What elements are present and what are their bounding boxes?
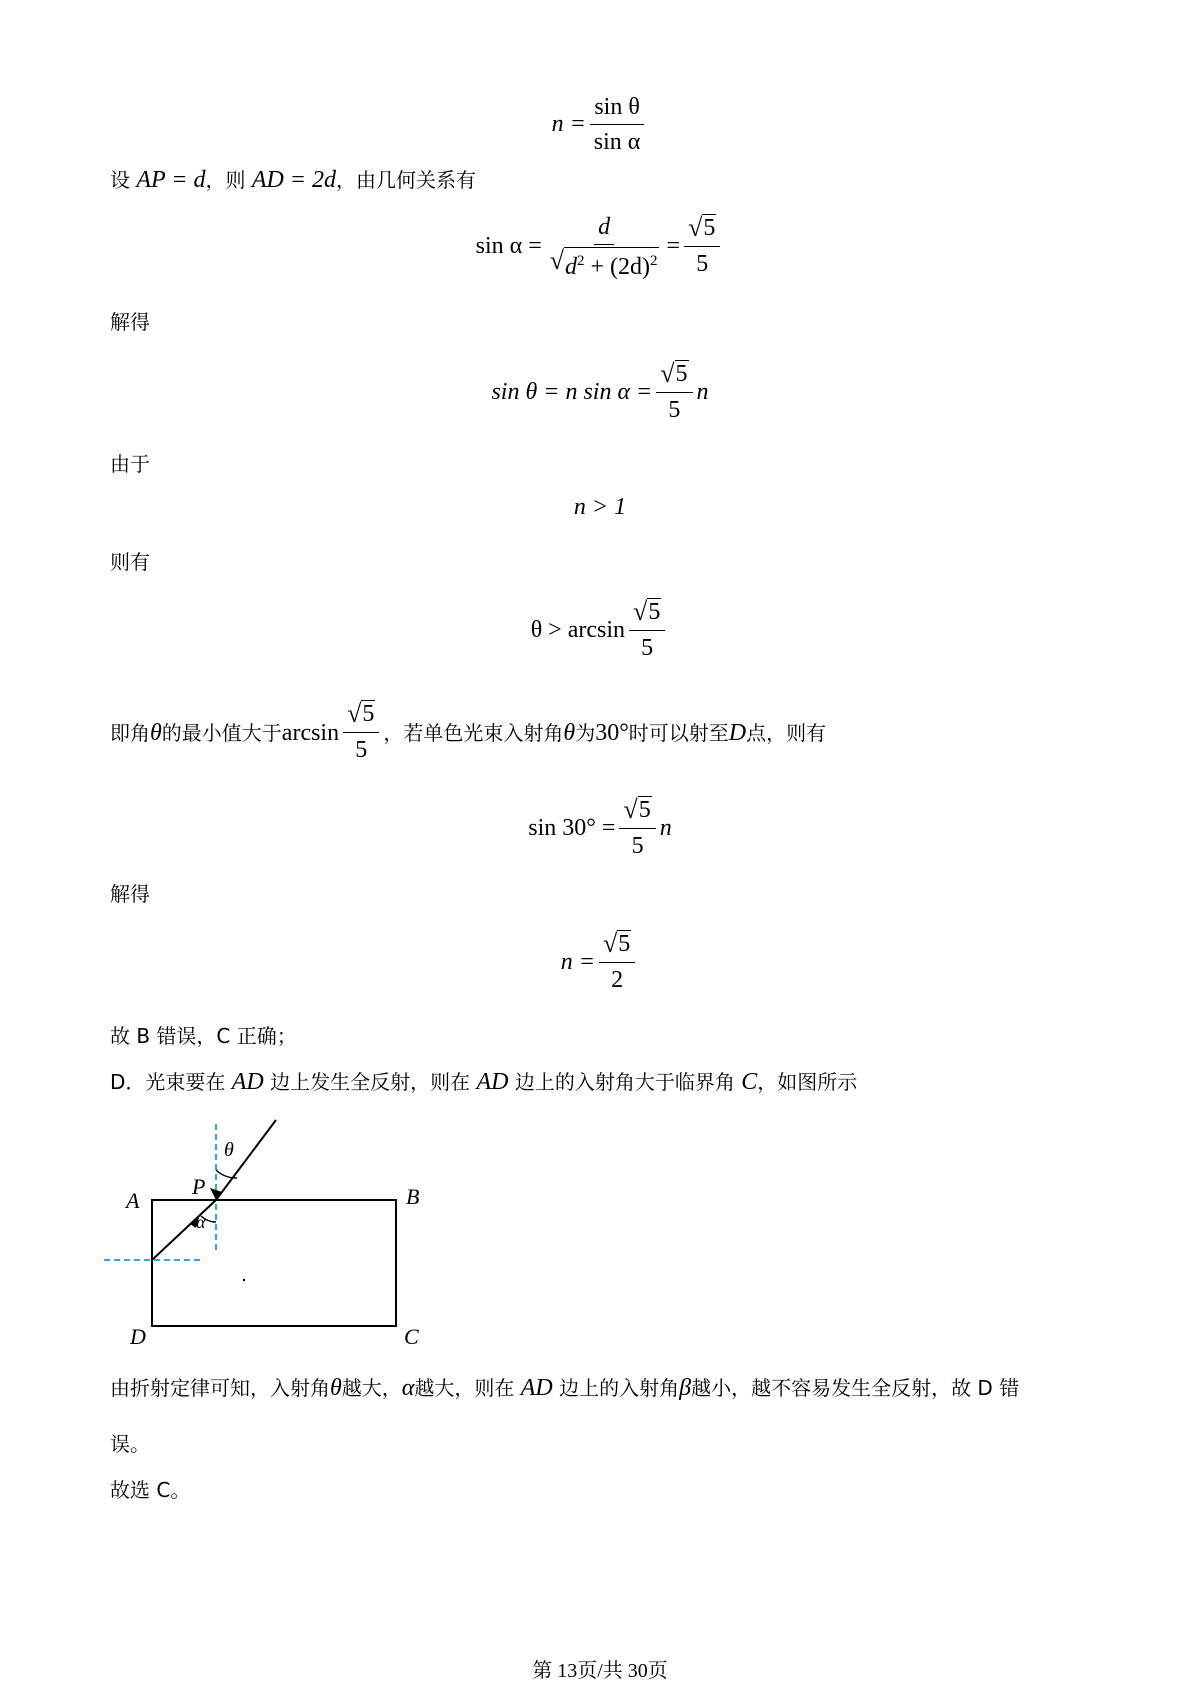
d-p4: ，如图所示 [757, 1070, 858, 1094]
d-p2: 边上发生全反射，则在 [263, 1070, 477, 1094]
label-c: C [404, 1324, 419, 1348]
stray-dot [243, 1279, 245, 1281]
text-refraction-law [110, 1374, 1019, 1402]
label-theta: θ [224, 1139, 234, 1161]
min-angle: 30° [595, 719, 629, 746]
d-ad2: AD [476, 1069, 509, 1095]
refr-p2: 越大， [341, 1376, 402, 1400]
refr-p1: 由折射定律可知，入射角 [110, 1376, 330, 1400]
equation-refraction-index [0, 92, 1200, 157]
equation-sin30 [0, 796, 1200, 861]
label-youyu: 由于 [110, 452, 150, 476]
text-minimum-angle [110, 700, 826, 765]
eq2-den-mid: + (2d) [584, 254, 651, 280]
min-den: 5 [355, 737, 368, 763]
min-arcsin: arcsin [281, 719, 340, 746]
eq2-den-d: d [565, 254, 578, 280]
refr-theta: θ [330, 1375, 342, 1401]
eq2-lhs: sin α = [475, 232, 542, 259]
min-p1: 即角 [110, 720, 150, 745]
sqrt-symbol: √ [633, 597, 648, 626]
refr-p3: 越大，则在 [414, 1376, 521, 1400]
refr-beta: β [679, 1375, 692, 1401]
eq2-rhs-den: 5 [696, 250, 709, 277]
label-jiede-2: 解得 [110, 882, 150, 906]
label-b: B [406, 1184, 420, 1209]
equation-sin-theta [0, 360, 1200, 425]
equation-n-gt-1 [0, 494, 1200, 521]
sqrt-symbol: √ [347, 699, 362, 728]
min-p3: ，若单色光束入射角 [383, 720, 564, 745]
text-conclusion-bc: 故 B 错误，C 正确； [110, 1024, 297, 1048]
min-p4: 为 [575, 720, 596, 745]
label-jiede-1: 解得 [110, 310, 150, 334]
min-p2: 的最小值大于 [161, 720, 282, 745]
eq2-numerator: d [594, 212, 614, 245]
refraction-figure [100, 1108, 440, 1348]
eq6-den: 5 [631, 833, 644, 859]
d-p1: D．光束要在 [110, 1070, 232, 1094]
min-theta1: θ [150, 719, 162, 746]
setap-prefix: 设 [110, 168, 137, 192]
eq7-num: 5 [618, 931, 631, 957]
eq1-denominator: sin α [593, 129, 641, 155]
sqrt-symbol: √ [660, 359, 675, 388]
text-final-answer: 故选 C。 [110, 1478, 191, 1502]
eq5-num: 5 [648, 599, 661, 625]
text-option-d [110, 1068, 857, 1096]
eq7-den: 2 [611, 967, 624, 993]
sqrt-symbol: √ [623, 795, 638, 824]
eq6-lhs: sin 30° = [528, 815, 616, 841]
d-c: C [741, 1069, 758, 1095]
min-num: 5 [362, 701, 375, 727]
label-p: P [192, 1174, 206, 1199]
equation-n-value [0, 930, 1200, 995]
eq2-den-sup1: 2 [577, 253, 585, 269]
refr-alpha: α [401, 1375, 415, 1401]
refr-p5: 越小，越不容易发生全反射，故 D 错 [691, 1376, 1020, 1400]
label-alpha: α [196, 1212, 206, 1232]
eq1-numerator: sin θ [590, 92, 644, 125]
eq1-lhs: n = [551, 111, 586, 137]
eq2-den-sup2: 2 [650, 253, 658, 269]
d-ad1: AD [231, 1069, 264, 1095]
equation-sin-alpha [0, 212, 1200, 280]
label-d: D [130, 1324, 146, 1348]
setap-ad: AD = 2d [251, 167, 336, 193]
min-p5: 时可以射至 [628, 720, 729, 745]
setap-ap: AP = d [136, 167, 206, 193]
text-set-ap [110, 166, 476, 194]
sqrt-symbol: √ [549, 246, 565, 275]
eq3-den: 5 [668, 397, 681, 423]
eq3-num: 5 [675, 361, 688, 387]
setap-suffix: ，由几何关系有 [336, 168, 476, 192]
eq2-rhs-num: 5 [703, 214, 716, 241]
eq5-lhs: θ > arcsin [530, 617, 626, 643]
min-d: D [728, 719, 747, 746]
rectangle-abcd [152, 1200, 396, 1326]
refr-p4: 边上的入射角 [552, 1376, 680, 1400]
refr-ad: AD [520, 1375, 553, 1401]
eq7-lhs: n = [560, 949, 595, 975]
text-refraction-law-cont: 误。 [110, 1432, 150, 1456]
eq3-tail: n [696, 379, 709, 405]
eq6-tail: n [659, 815, 672, 841]
sqrt-symbol: √ [688, 212, 703, 242]
eq2-equals: = [666, 232, 681, 259]
eq5-den: 5 [641, 635, 654, 661]
min-p6: 点，则有 [746, 720, 827, 745]
eq6-num: 5 [638, 797, 651, 823]
label-zeyou: 则有 [110, 550, 150, 574]
setap-mid: ，则 [205, 168, 252, 192]
d-p3: 边上的入射角大于临界角 [508, 1070, 742, 1094]
refracted-ray [152, 1200, 216, 1260]
sqrt-symbol: √ [602, 929, 618, 958]
eq3-lhs: sin θ = n sin α = [491, 379, 653, 405]
eq4-text: n > 1 [573, 494, 627, 520]
label-a: A [126, 1188, 140, 1213]
page-footer: 第 13页/共 30页 [532, 1660, 668, 1682]
equation-theta-arcsin [0, 598, 1200, 663]
min-theta2: θ [563, 719, 576, 746]
